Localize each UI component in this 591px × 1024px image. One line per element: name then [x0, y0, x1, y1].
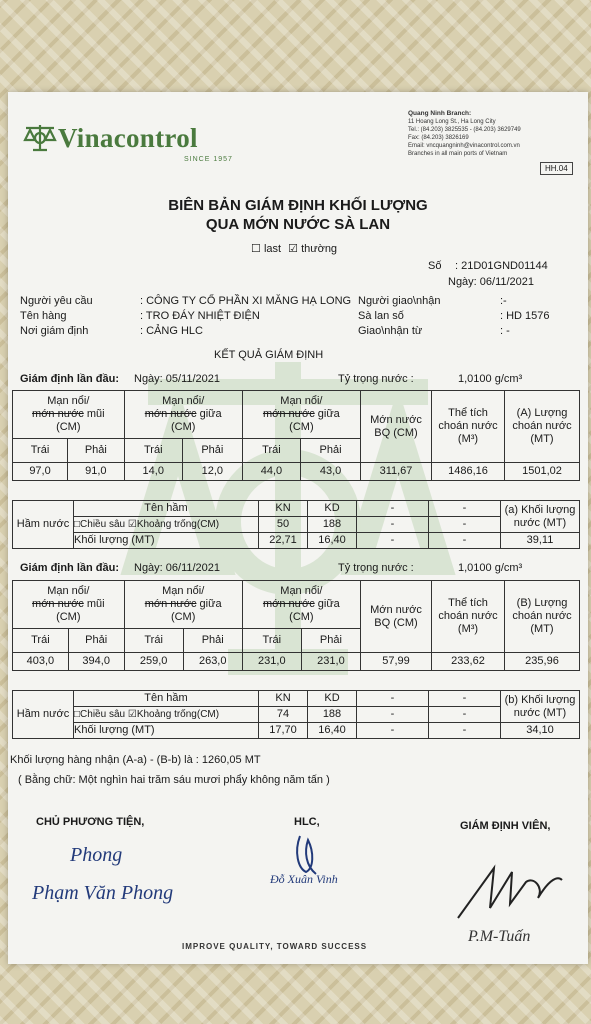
cell: 1501,02: [505, 463, 580, 481]
branch-address: [408, 110, 578, 158]
cell: 14,0: [124, 463, 182, 481]
cell: 44,0: [242, 463, 300, 481]
summary-line: Khối lượng hàng nhận (A-a) - (B-b) là : 1260,05 MT: [10, 754, 261, 766]
brand-since: SINCE 1957: [184, 156, 233, 163]
header-aft: Mạn nổi/ mớn nước giữa (CM): [242, 581, 360, 629]
cell: 188: [308, 517, 357, 533]
col-left: Trái: [13, 629, 69, 653]
cell: -: [429, 723, 501, 739]
option-thuong: thường: [301, 243, 338, 255]
info-label: Nơi giám định: [20, 325, 89, 337]
cell: 233,62: [432, 653, 505, 671]
cell: 311,67: [361, 463, 432, 481]
brand-logo: [22, 122, 198, 154]
header-mean-draft: Mớn nước BQ (CM): [361, 391, 432, 463]
header-displacement: (B) Lượng choán nước (MT): [505, 581, 580, 653]
cell: 188: [308, 707, 357, 723]
kn-header: KN: [259, 691, 308, 707]
cell: -: [357, 517, 429, 533]
cell: -: [357, 707, 429, 723]
header-mean-draft: Mớn nước BQ (CM): [361, 581, 432, 653]
tank-table-2: [12, 690, 580, 739]
info-value: : CẢNG HLC: [140, 325, 203, 337]
cell: -: [357, 691, 429, 707]
result-heading: KẾT QUẢ GIÁM ĐỊNH: [214, 349, 324, 361]
cell: 17,70: [259, 723, 308, 739]
info-label: Người yêu cầu: [20, 295, 93, 307]
doc-number-label: Số: [428, 260, 442, 272]
density-value: 1,0100 g/cm³: [458, 373, 523, 385]
tank-label: Hầm nước: [13, 691, 74, 739]
branch-line: Tel.: (84.203) 3825535 - (84.203) 3629749: [408, 127, 521, 133]
title-line-2: QUA MỚN NƯỚC SÀ LAN: [205, 216, 391, 233]
cell: 394,0: [68, 653, 124, 671]
section1-date: Ngày: 05/11/2021: [134, 373, 221, 385]
header-aft: Mạn nổi/ mớn nước giữa (CM): [242, 391, 360, 439]
cell: -: [429, 533, 501, 549]
tank-name-header: Tên hầm: [74, 691, 259, 707]
title-line-1: BIÊN BẢN GIÁM ĐỊNH KHỐI LƯỢNG: [168, 197, 428, 214]
cell: 403,0: [13, 653, 69, 671]
doc-date: Ngày: 06/11/2021: [448, 276, 535, 288]
depth-option: □Chiều sâu ☑Khoảng trống(CM): [74, 707, 259, 723]
owner-name: Phạm Văn Phong: [32, 882, 174, 904]
info-label: Giao\nhận từ: [358, 325, 423, 337]
header-volume: Thể tích choán nước (M³): [432, 391, 505, 463]
cell: 231,0: [301, 653, 360, 671]
water-mass-value: 34,10: [501, 723, 580, 739]
header-bow: Mạn nổi/ mớn nước mũi (CM): [13, 391, 125, 439]
cell: 43,0: [301, 463, 361, 481]
branch-line: Fax: (84.203) 3826169: [408, 135, 469, 141]
tank-name-header: Tên hầm: [74, 501, 259, 517]
report-type-options: [251, 242, 337, 255]
inspector-signature-label: GIÁM ĐỊNH VIÊN,: [460, 820, 551, 832]
density-value: 1,0100 g/cm³: [458, 562, 523, 574]
cell: 259,0: [124, 653, 183, 671]
section1-label: Giám định lần đầu:: [20, 373, 120, 385]
info-value: : TRO ĐÁY NHIỆT ĐIỆN: [140, 310, 260, 322]
header-bow: Mạn nổi/ mớn nước mũi (CM): [13, 581, 125, 629]
cell: -: [357, 533, 429, 549]
col-left: Trái: [124, 439, 182, 463]
kn-header: KN: [259, 501, 308, 517]
cell: 1486,16: [432, 463, 505, 481]
branch-line: 11 Hoang Long St., Ha Long City: [408, 119, 496, 125]
header-displacement: (A) Lượng choán nước (MT): [505, 391, 580, 463]
col-right: Phải: [68, 629, 124, 653]
cell: 97,0: [13, 463, 68, 481]
info-label: Sà lan số: [358, 310, 404, 322]
option-last: last: [263, 243, 282, 255]
cell: 263,0: [183, 653, 242, 671]
cell: 57,99: [361, 653, 432, 671]
kd-header: KD: [308, 691, 357, 707]
draft-table-2: [12, 580, 580, 671]
header-mid: Mạn nổi/ mớn nước giữa (CM): [124, 581, 242, 629]
cell: -: [357, 723, 429, 739]
density-label: Tỷ trọng nước :: [338, 562, 414, 574]
cell: -: [429, 501, 501, 517]
col-left: Trái: [242, 439, 300, 463]
info-value: :-: [500, 295, 507, 307]
summary-in-words: ( Bằng chữ: Một nghìn hai trăm sáu mươi phẩy không năm tấn ): [18, 774, 330, 786]
cell: -: [357, 501, 429, 517]
checkbox-empty-icon[interactable]: ☐: [251, 243, 261, 255]
cell: 235,96: [505, 653, 580, 671]
col-left: Trái: [124, 629, 183, 653]
col-right: Phải: [301, 439, 361, 463]
density-label: Tỷ trọng nước :: [338, 373, 414, 385]
kd-header: KD: [308, 501, 357, 517]
col-right: Phải: [301, 629, 360, 653]
tank-table-1: [12, 500, 580, 549]
col-left: Trái: [13, 439, 68, 463]
info-value: : HD 1576: [500, 310, 550, 322]
header-mid: Mạn nổi/ mớn nước giữa (CM): [124, 391, 242, 439]
owner-signature: Phong: [70, 844, 123, 866]
col-right: Phải: [68, 439, 125, 463]
cell: 231,0: [242, 653, 301, 671]
branch-line: Email: vncquangninh@vinacontrol.com.vn: [408, 143, 520, 149]
col-right: Phải: [182, 439, 242, 463]
section2-date: Ngày: 06/11/2021: [134, 562, 221, 574]
footer-slogan: IMPROVE QUALITY, TOWARD SUCCESS: [182, 942, 368, 951]
col-right: Phải: [183, 629, 242, 653]
water-mass-label: (b) Khối lượng nước (MT): [501, 691, 580, 723]
doc-number: : 21D01GND01144: [455, 260, 548, 272]
document-page: [8, 92, 588, 964]
cell: 74: [259, 707, 308, 723]
cell: -: [429, 707, 501, 723]
water-mass-label: (a) Khối lượng nước (MT): [501, 501, 580, 533]
branch-line: Branches in all main ports of Vietnam: [408, 151, 508, 157]
hlc-signature-label: HLC,: [294, 816, 320, 828]
mass-label: Khối lượng (MT): [74, 723, 259, 739]
mass-label: Khối lượng (MT): [74, 533, 259, 549]
hlc-name: Đỗ Xuân Vinh: [270, 872, 338, 886]
brand-name: Vinacontrol: [58, 122, 198, 153]
cell: 12,0: [182, 463, 242, 481]
owner-signature-label: CHỦ PHƯƠNG TIỆN,: [36, 816, 145, 828]
depth-option: □Chiều sâu ☑Khoảng trống(CM): [74, 517, 259, 533]
cell: -: [429, 691, 501, 707]
section2-label: Giám định lần đầu:: [20, 562, 120, 574]
inspector-signature-icon: [454, 858, 564, 922]
form-code: HH.04: [540, 162, 573, 175]
info-label: Người giao\nhận: [358, 295, 441, 307]
tank-label: Hầm nước: [13, 501, 74, 549]
info-value: : -: [500, 325, 510, 337]
scales-icon: [22, 122, 58, 154]
checkbox-checked-icon[interactable]: ☑: [288, 243, 298, 255]
cell: 91,0: [68, 463, 125, 481]
draft-table-1: [12, 390, 580, 481]
cell: 16,40: [308, 723, 357, 739]
inspector-name: P.M-Tuấn: [468, 928, 531, 945]
branch-name: Quang Ninh Branch:: [408, 110, 472, 117]
cell: -: [429, 517, 501, 533]
col-left: Trái: [242, 629, 301, 653]
cell: 22,71: [259, 533, 308, 549]
info-value: : CÔNG TY CỔ PHẦN XI MĂNG HẠ LONG: [140, 295, 352, 307]
water-mass-value: 39,11: [501, 533, 580, 549]
cell: 16,40: [308, 533, 357, 549]
info-label: Tên hàng: [20, 310, 67, 322]
cell: 50: [259, 517, 308, 533]
header-volume: Thể tích choán nước (M³): [432, 581, 505, 653]
